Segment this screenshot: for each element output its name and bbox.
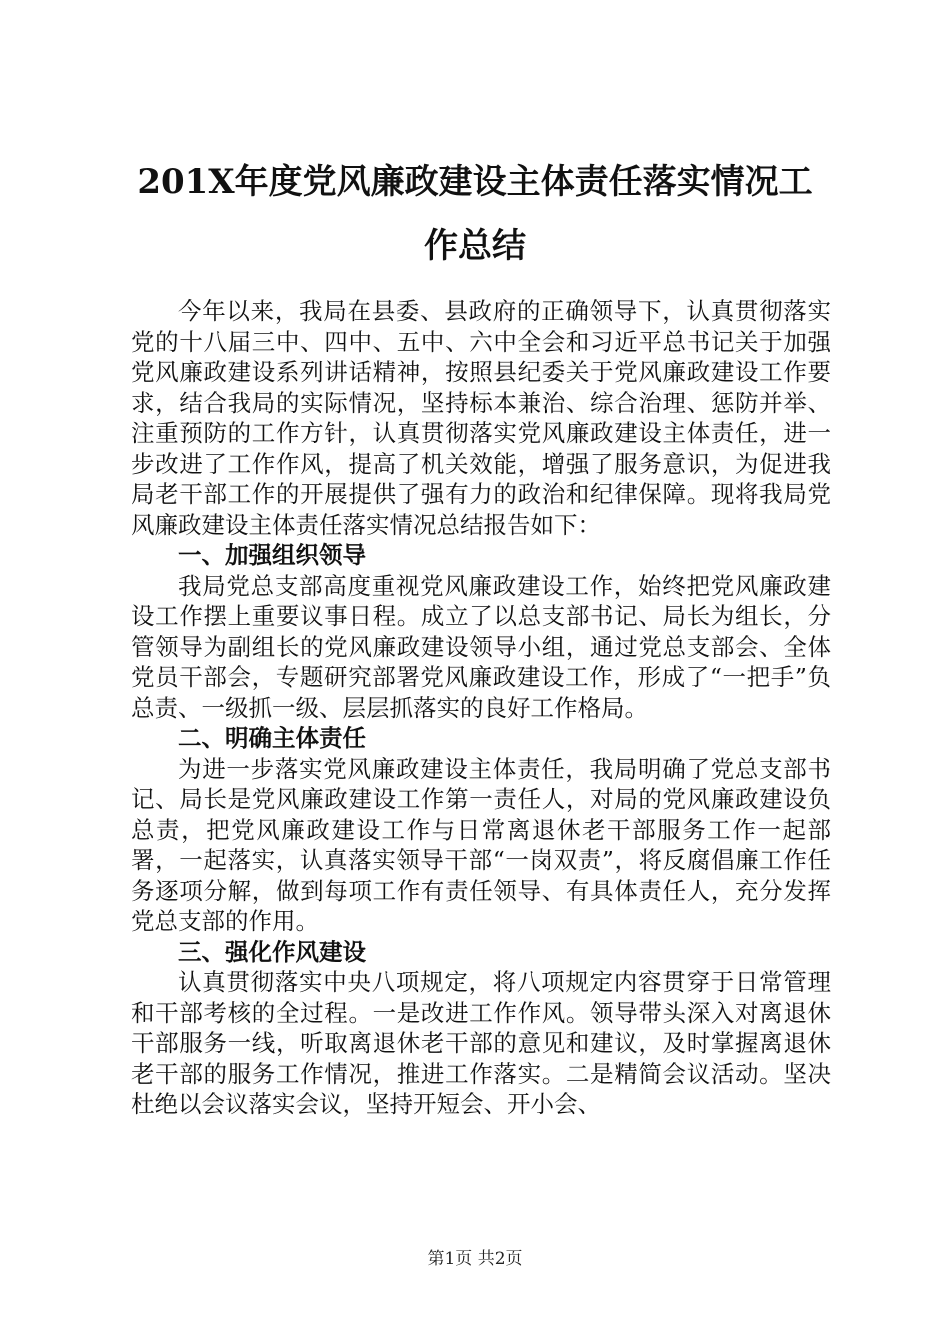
document-title-line1: 201X年度党风廉政建设主体责任落实情况工 [137, 162, 813, 202]
intro-paragraph: 今年以来，我局在县委、县政府的正确领导下，认真贯彻落实党的十八届三中、四中、五中、六中全会和习近平总书记关于加强党风廉政建设系列讲话精神，按照县纪委关于党风廉政建设工作要求，结合我局的实际情况，坚持标本兼治、综合治理、惩防并举、注重预防的工作方针，认真贯彻落实党风廉政建设主体责任，进一步改进了工作作风，提高了机关效能，增强了服务意识，为促进我局老干部工作的开展提供了强有力的政治和纪律保障。现将我局党风廉政建设主体责任落实情况总结报告如下： [131, 297, 831, 539]
section-heading-2: 二、明确主体责任 [178, 724, 366, 752]
section-heading-1: 一、加强组织领导 [178, 541, 366, 569]
section-paragraph-3: 认真贯彻落实中央八项规定，将八项规定内容贯穿于日常管理和干部考核的全过程。一是改进工作作风。领导带头深入对离退休干部服务一线，听取离退休老干部的意见和建议，及时掌握离退休老干部的服务工作情况，推进工作落实。二是精简会议活动。坚决杜绝以会议落实会议，坚持开短会、开小会、 [131, 968, 831, 1118]
document-body [131, 296, 831, 1120]
section-heading-3: 三、强化作风建设 [178, 937, 366, 966]
section-paragraph-2: 为进一步落实党风廉政建设主体责任，我局明确了党总支部书记、局长是党风廉政建设工作第一责任人，对局的党风廉政建设负总责，把党风廉政建设工作与日常离退休老干部服务工作一起部署，一起落实，认真落实领导干部“一岗双责”，将反腐倡廉工作任务逐项分解，做到每项工作有责任领导、有具体责任人，充分发挥党总支部的作用。 [131, 754, 831, 935]
page-number-footer: 第1页 共2页 [427, 1249, 523, 1269]
document-title-line2: 作总结 [424, 226, 526, 266]
section-paragraph-1: 我局党总支部高度重视党风廉政建设工作，始终把党风廉政建设工作摆上重要议事日程。成立了以总支部书记、局长为组长，分管领导为副组长的党风廉政建设领导小组，通过党总支部会、全体党员干部会，专题研究部署党风廉政建设工作，形成了“一把手”负总责、一级抓一级、层层抓落实的良好工作格局。 [131, 571, 831, 722]
